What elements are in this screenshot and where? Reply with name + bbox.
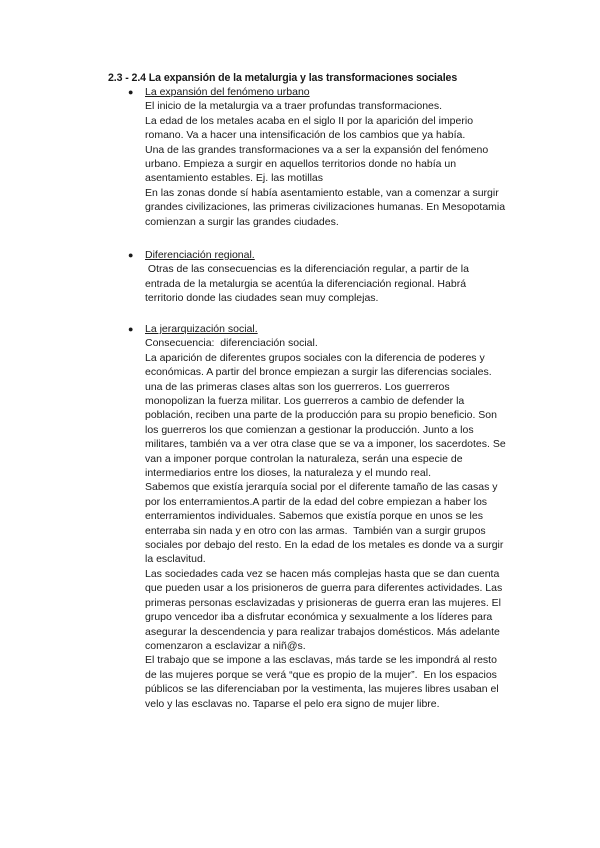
text-line: velo y las esclavas no. Taparse el pelo era signo de mujer libre. — [145, 697, 440, 710]
text-line: que pueden usar a los prisioneros de guerra para diferentes actividades. Las — [145, 582, 503, 595]
text-line: grandes civilizaciones, las primeras civilizaciones humanas. En Mesopotamia — [145, 201, 506, 214]
text-line: enterraba sin nada y en otro con las armas. También van a surgir grupos — [145, 524, 486, 537]
text-line: económicas. A partir del bronce empiezan a surgir las diferencias sociales. — [145, 366, 492, 379]
text-line: población, reciben una parte de la producción para su propio beneficio. Son — [145, 409, 497, 422]
bullet-icon: ● — [128, 324, 134, 334]
text-line: van a imponer porque controlan la naturaleza, serán una especie de — [145, 452, 463, 465]
text-line: asegurar la descendencia y para realizar trabajos domésticos. Más adelante — [145, 625, 500, 638]
section-body — [145, 336, 520, 711]
bullet-icon: ● — [128, 87, 134, 97]
text-line: públicos se las diferenciaban por la vestimenta, las mujeres libres usaban el — [145, 683, 499, 696]
text-line: territorio donde las ciudades sean muy complejas. — [145, 292, 379, 305]
text-line: En las zonas donde sí había asentamiento estable, van a comenzar a surgir — [145, 186, 499, 199]
text-line: Consecuencia: diferenciación social. — [145, 337, 318, 350]
text-line: los guerreros los que comienzan a gestionar la producción. Junto a los — [145, 423, 474, 436]
section-heading: La expansión del fenómeno urbano — [145, 86, 310, 98]
text-line: romano. Va a hacer una intensificación de los cambios que ya había. — [145, 129, 466, 142]
text-line: urbano. Empieza a surgir en aquellos territorios donde no había un — [145, 158, 457, 171]
text-line: sociales por debajo del resto. En la edad de los metales es donde va a surgir — [145, 539, 504, 552]
bullet-icon: ● — [128, 250, 134, 260]
text-line: Sabemos que existía jerarquía social por el diferente tamaño de las casas y — [145, 481, 498, 494]
text-line: asentamiento estables. Ej. las motillas — [145, 172, 324, 185]
text-line: entrada de la metalurgia se acentúa la diferenciación regional. Habrá — [145, 277, 467, 290]
text-line: intermediarios entre los dioses, la naturaleza y el mundo real. — [145, 467, 431, 480]
text-line: La aparición de diferentes grupos sociales con la diferencia de poderes y — [145, 351, 485, 364]
section-body — [145, 99, 520, 229]
text-line: La edad de los metales acaba en el siglo II por la aparición del imperio — [145, 114, 474, 127]
section-heading: Diferenciación regional. — [145, 249, 255, 261]
text-line: una de las primeras clases altas son los guerreros. Los guerreros — [145, 380, 450, 393]
section-heading: La jerarquización social. — [145, 323, 258, 335]
text-line: Una de las grandes transformaciones va a ser la expansión del fenómeno — [145, 143, 489, 156]
text-line: enterramientos individuales. Sabemos que existía porque en unos se les — [145, 510, 483, 523]
text-line: El trabajo que se impone a las esclavas, más tarde se les impondrá al resto — [145, 654, 497, 667]
text-line: primeras personas esclavizadas y prisioneras de guerra eran las mujeres. El — [145, 596, 501, 609]
text-line: la esclavitud. — [145, 553, 206, 566]
text-line: comienzan a surgir las grandes ciudades. — [145, 215, 339, 228]
text-line: comenzaron a esclavizar a niñ@s. — [145, 639, 306, 652]
text-line: Las sociedades cada vez se hacen más complejas hasta que se dan cuenta — [145, 567, 500, 580]
section-body — [145, 262, 520, 305]
text-line: monopolizan la fuerza militar. Los guerreros a cambio de defender la — [145, 395, 465, 408]
text-line: grupo vencedor iba a disfrutar económica y sexualmente a los líderes para — [145, 611, 493, 624]
page-title: 2.3 - 2.4 La expansión de la metalurgia y las transformaciones sociales — [108, 72, 458, 84]
text-line: Otras de las consecuencias es la diferenciación regular, a partir de la — [145, 263, 469, 276]
text-line: militares, también va a ver otra clase que se va a imponer, los sacerdotes. Se — [145, 438, 506, 451]
text-line: de las mujeres porque se verá “que es propio de la mujer”. En los espacios — [145, 668, 497, 681]
text-line: por los enterramientos.A partir de la edad del cobre empiezan a haber los — [145, 495, 488, 508]
text-line: El inicio de la metalurgia va a traer profundas transformaciones. — [145, 100, 443, 113]
